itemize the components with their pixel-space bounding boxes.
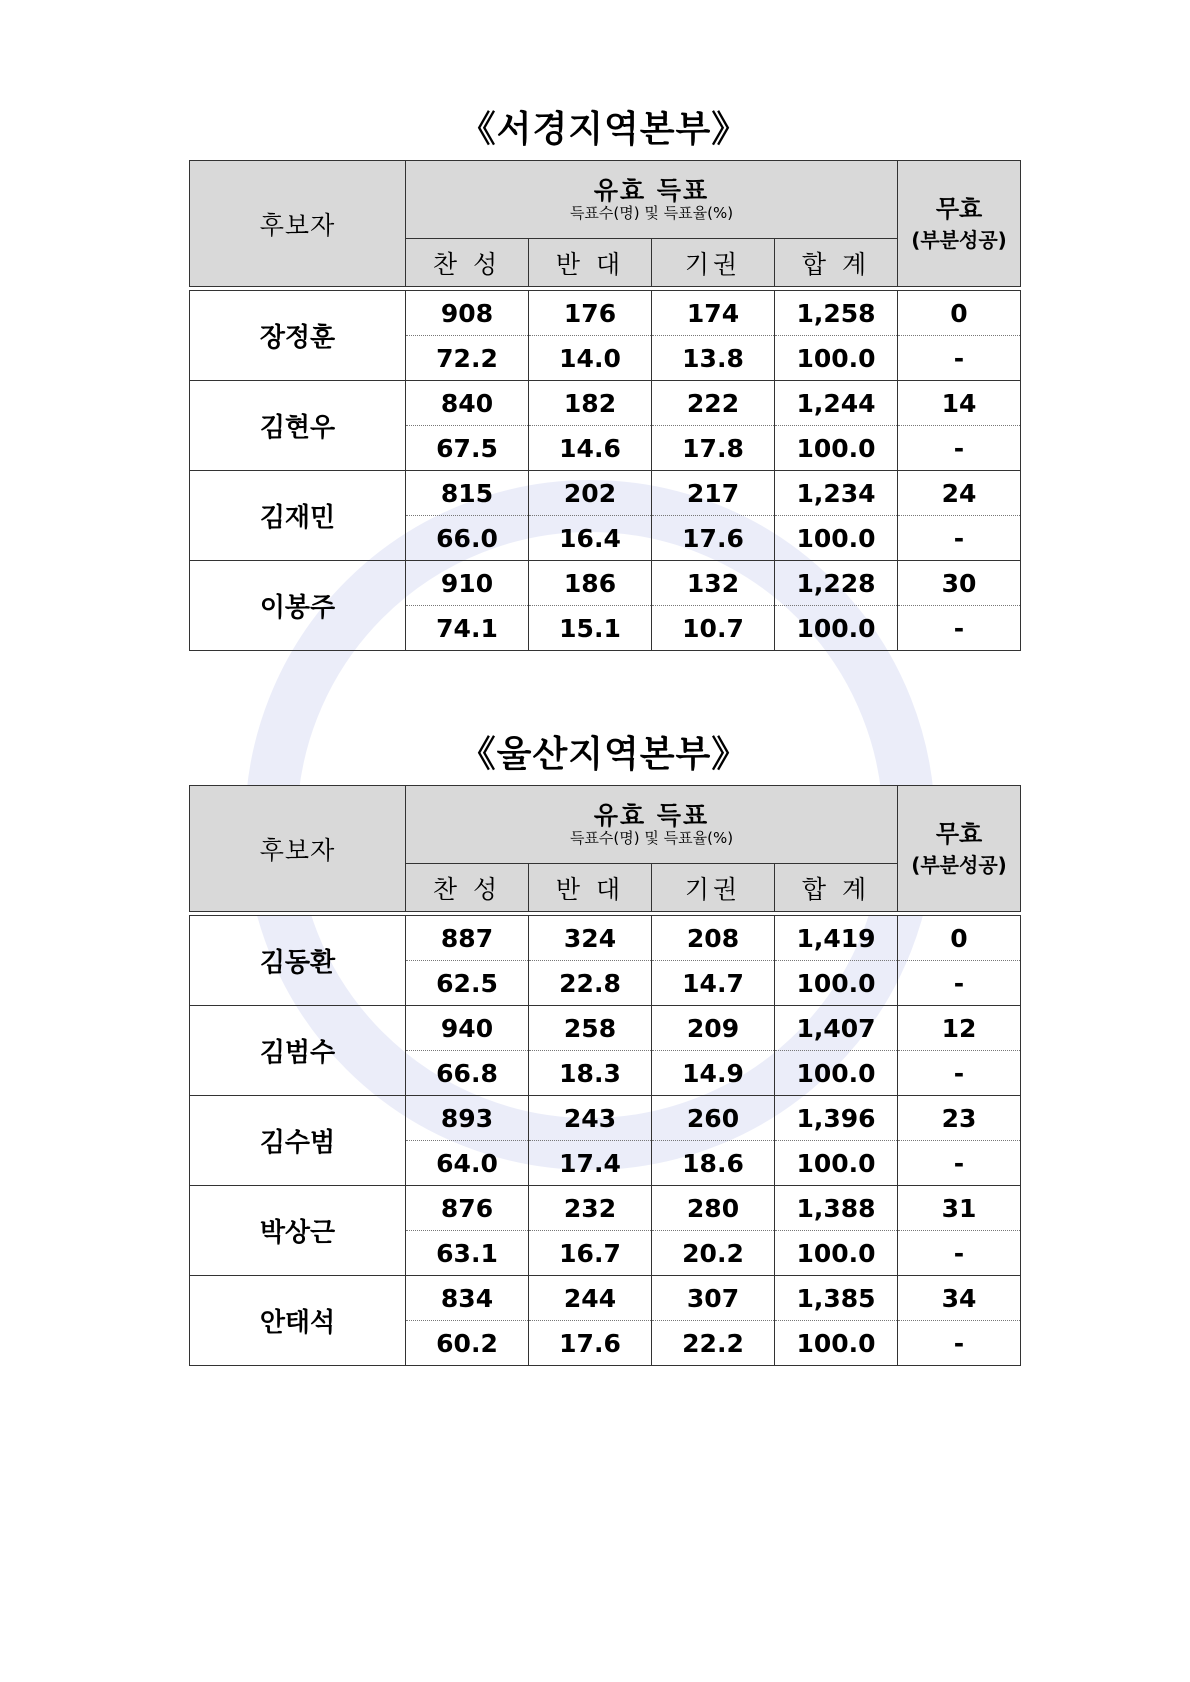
- candidate-name: 박상근: [190, 1186, 406, 1276]
- table-row: [190, 291, 1021, 336]
- count-total: 1,407: [775, 1006, 898, 1051]
- count-yes: 834: [406, 1276, 529, 1321]
- count-abstain: 217: [652, 471, 775, 516]
- rate-abstain: 17.6: [652, 516, 775, 561]
- table-row: [190, 471, 1021, 516]
- candidate-name: 안태석: [190, 1276, 406, 1366]
- candidate-name: 김동환: [190, 916, 406, 1006]
- rate-total: 100.0: [775, 1141, 898, 1186]
- count-no: 176: [529, 291, 652, 336]
- count-invalid: 24: [898, 471, 1021, 516]
- count-total: 1,244: [775, 381, 898, 426]
- count-abstain: 174: [652, 291, 775, 336]
- vote-table: [189, 785, 1021, 1366]
- rate-invalid: -: [898, 1141, 1021, 1186]
- table-row: [190, 1006, 1021, 1051]
- count-total: 1,396: [775, 1096, 898, 1141]
- rate-abstain: 22.2: [652, 1321, 775, 1366]
- rate-abstain: 14.9: [652, 1051, 775, 1096]
- rate-no: 14.6: [529, 426, 652, 471]
- candidate-name: 이봉주: [190, 561, 406, 651]
- header-col-abstain: 기권: [652, 239, 775, 287]
- candidate-name: 김현우: [190, 381, 406, 471]
- rate-abstain: 20.2: [652, 1231, 775, 1276]
- header-valid-subtitle: 득표수(명) 및 득표율(%): [569, 204, 734, 223]
- rate-yes: 60.2: [406, 1321, 529, 1366]
- count-total: 1,419: [775, 916, 898, 961]
- rate-no: 15.1: [529, 606, 652, 651]
- rate-yes: 64.0: [406, 1141, 529, 1186]
- rate-no: 14.0: [529, 336, 652, 381]
- rate-no: 16.7: [529, 1231, 652, 1276]
- table-row: [190, 1096, 1021, 1141]
- count-yes: 893: [406, 1096, 529, 1141]
- rate-no: 17.4: [529, 1141, 652, 1186]
- count-yes: 940: [406, 1006, 529, 1051]
- rate-total: 100.0: [775, 426, 898, 471]
- count-yes: 910: [406, 561, 529, 606]
- rate-abstain: 18.6: [652, 1141, 775, 1186]
- rate-abstain: 17.8: [652, 426, 775, 471]
- header-invalid-sub: (부분성공): [911, 853, 1007, 878]
- rate-total: 100.0: [775, 1231, 898, 1276]
- header-valid: [406, 786, 898, 864]
- count-no: 182: [529, 381, 652, 426]
- header-col-no: 반 대: [529, 239, 652, 287]
- count-no: 324: [529, 916, 652, 961]
- rate-invalid: -: [898, 1231, 1021, 1276]
- rate-yes: 66.8: [406, 1051, 529, 1096]
- header-invalid-sub: (부분성공): [911, 228, 1007, 253]
- count-total: 1,388: [775, 1186, 898, 1231]
- rate-no: 22.8: [529, 961, 652, 1006]
- rate-invalid: -: [898, 426, 1021, 471]
- count-invalid: 0: [898, 916, 1021, 961]
- header-candidate: 후보자: [190, 786, 406, 912]
- rate-total: 100.0: [775, 606, 898, 651]
- rate-invalid: -: [898, 516, 1021, 561]
- header-invalid-title: 무효: [935, 194, 983, 223]
- count-invalid: 34: [898, 1276, 1021, 1321]
- rate-no: 17.6: [529, 1321, 652, 1366]
- header-col-yes: 찬 성: [406, 864, 529, 912]
- count-no: 202: [529, 471, 652, 516]
- count-invalid: 12: [898, 1006, 1021, 1051]
- header-col-total: 합 계: [775, 864, 898, 912]
- vote-table: [189, 160, 1021, 651]
- count-no: 232: [529, 1186, 652, 1231]
- count-yes: 876: [406, 1186, 529, 1231]
- count-no: 244: [529, 1276, 652, 1321]
- section-title: 《울산지역본부》: [459, 734, 749, 775]
- count-abstain: 209: [652, 1006, 775, 1051]
- rate-abstain: 14.7: [652, 961, 775, 1006]
- count-total: 1,385: [775, 1276, 898, 1321]
- count-abstain: 307: [652, 1276, 775, 1321]
- count-abstain: 280: [652, 1186, 775, 1231]
- header-col-no: 반 대: [529, 864, 652, 912]
- header-invalid: [898, 786, 1021, 912]
- header-candidate: 후보자: [190, 161, 406, 287]
- count-yes: 887: [406, 916, 529, 961]
- rate-total: 100.0: [775, 1051, 898, 1096]
- section-ulsan: [189, 725, 1019, 1366]
- count-total: 1,258: [775, 291, 898, 336]
- rate-yes: 67.5: [406, 426, 529, 471]
- section-seogyeong: [189, 100, 1019, 651]
- rate-yes: 63.1: [406, 1231, 529, 1276]
- header-col-total: 합 계: [775, 239, 898, 287]
- count-total: 1,234: [775, 471, 898, 516]
- candidate-name: 김재민: [190, 471, 406, 561]
- rate-yes: 66.0: [406, 516, 529, 561]
- table-row: [190, 1186, 1021, 1231]
- count-invalid: 23: [898, 1096, 1021, 1141]
- header-invalid: [898, 161, 1021, 287]
- header-invalid-title: 무효: [935, 819, 983, 848]
- rate-no: 16.4: [529, 516, 652, 561]
- count-abstain: 260: [652, 1096, 775, 1141]
- section-title: 《서경지역본부》: [459, 109, 749, 150]
- count-no: 186: [529, 561, 652, 606]
- header-valid: [406, 161, 898, 239]
- rate-total: 100.0: [775, 1321, 898, 1366]
- table-row: [190, 561, 1021, 606]
- rate-invalid: -: [898, 336, 1021, 381]
- rate-yes: 72.2: [406, 336, 529, 381]
- header-valid-title: 유효 득표: [593, 800, 710, 830]
- count-abstain: 132: [652, 561, 775, 606]
- header-valid-title: 유효 득표: [593, 175, 710, 205]
- table-row: [190, 916, 1021, 961]
- count-invalid: 30: [898, 561, 1021, 606]
- count-no: 243: [529, 1096, 652, 1141]
- rate-invalid: -: [898, 1051, 1021, 1096]
- count-total: 1,228: [775, 561, 898, 606]
- candidate-name: 김수범: [190, 1096, 406, 1186]
- rate-abstain: 13.8: [652, 336, 775, 381]
- rate-total: 100.0: [775, 961, 898, 1006]
- count-no: 258: [529, 1006, 652, 1051]
- rate-abstain: 10.7: [652, 606, 775, 651]
- rate-total: 100.0: [775, 516, 898, 561]
- count-yes: 840: [406, 381, 529, 426]
- table-row: [190, 1276, 1021, 1321]
- rate-invalid: -: [898, 961, 1021, 1006]
- count-abstain: 222: [652, 381, 775, 426]
- candidate-name: 김범수: [190, 1006, 406, 1096]
- count-abstain: 208: [652, 916, 775, 961]
- candidate-name: 장정훈: [190, 291, 406, 381]
- rate-yes: 74.1: [406, 606, 529, 651]
- count-invalid: 0: [898, 291, 1021, 336]
- header-valid-subtitle: 득표수(명) 및 득표율(%): [569, 829, 734, 848]
- rate-total: 100.0: [775, 336, 898, 381]
- count-yes: 815: [406, 471, 529, 516]
- header-col-yes: 찬 성: [406, 239, 529, 287]
- rate-invalid: -: [898, 606, 1021, 651]
- rate-invalid: -: [898, 1321, 1021, 1366]
- table-row: [190, 381, 1021, 426]
- rate-no: 18.3: [529, 1051, 652, 1096]
- count-yes: 908: [406, 291, 529, 336]
- count-invalid: 14: [898, 381, 1021, 426]
- rate-yes: 62.5: [406, 961, 529, 1006]
- header-col-abstain: 기권: [652, 864, 775, 912]
- count-invalid: 31: [898, 1186, 1021, 1231]
